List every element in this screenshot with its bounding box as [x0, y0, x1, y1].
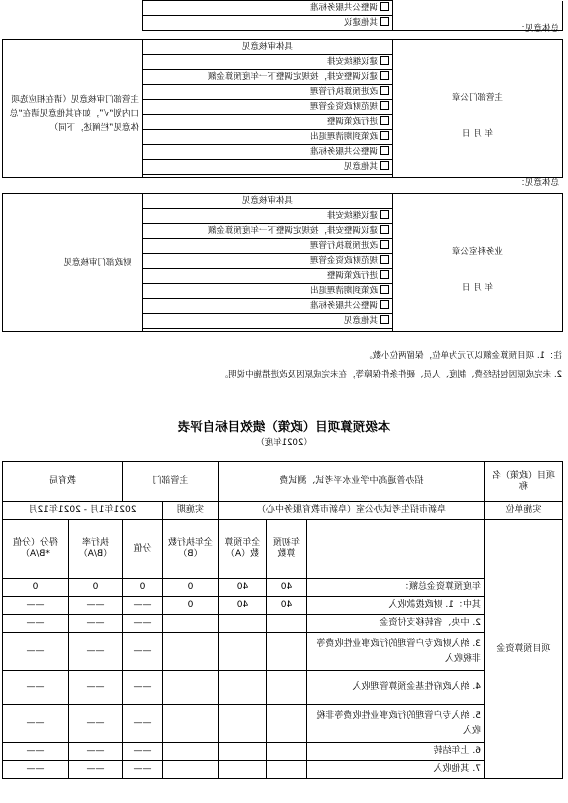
- cell-value: ——: [122, 761, 162, 779]
- cell-value: ——: [122, 615, 162, 633]
- checkbox-icon[interactable]: [380, 285, 389, 294]
- option-row[interactable]: 政策到期清理退出: [143, 130, 393, 145]
- cell-value: ——: [122, 671, 162, 705]
- cell-value: 40: [218, 597, 266, 615]
- cell-value: [162, 615, 218, 633]
- row-label: 其中：1. 财政拨款收入: [307, 597, 485, 615]
- dept-value: 教育局: [2, 462, 122, 502]
- checkbox-icon[interactable]: [380, 17, 389, 26]
- row-label: 年度预算资金总额：: [307, 579, 485, 597]
- option-row[interactable]: 调整公共服务标准: [143, 145, 393, 160]
- cell-value: [162, 743, 218, 761]
- checkbox-icon[interactable]: [380, 210, 389, 219]
- cell-value: [267, 615, 307, 633]
- cell-value: 40: [267, 597, 307, 615]
- checkbox-icon[interactable]: [380, 2, 389, 11]
- cell-value: [267, 633, 307, 671]
- cell-value: ——: [68, 615, 122, 633]
- finance-date: 年 月 日: [462, 282, 493, 293]
- option-row[interactable]: 其他建议: [143, 16, 393, 31]
- period-label: 实施期: [162, 502, 218, 520]
- overall-opinion-label: 总体意见：: [516, 177, 559, 188]
- cell-value: [162, 761, 218, 779]
- cell-value: [162, 671, 218, 705]
- checkbox-icon[interactable]: [380, 225, 389, 234]
- finance-seal-cell: [393, 177, 563, 332]
- checkbox-icon[interactable]: [380, 300, 389, 309]
- col-header: 执行率（B/A）: [68, 520, 122, 579]
- cell-value: ——: [122, 633, 162, 671]
- checkbox-icon[interactable]: [380, 255, 389, 264]
- option-row[interactable]: 政策到期清理退出: [143, 284, 393, 299]
- table-row: [2, 633, 562, 671]
- funds-label: 项目预算资金: [485, 520, 563, 779]
- cell-value: ——: [2, 615, 68, 633]
- col-header: 得分（分值*B/A）: [2, 520, 68, 579]
- option-row[interactable]: 调整公共服务标准: [143, 299, 393, 314]
- table-row: [2, 705, 562, 743]
- option-row[interactable]: 建议调整安排，按规定调整下一年度预算金额: [143, 70, 393, 85]
- cell-value: [267, 743, 307, 761]
- cell-value: ——: [122, 743, 162, 761]
- cell-value: 40: [218, 579, 266, 597]
- dept-date: 年 月 日: [462, 128, 493, 139]
- option-row[interactable]: 建议继续安排: [143, 209, 393, 224]
- row-label: 6. 上年结转: [307, 743, 485, 761]
- option-row[interactable]: 进行政策调整: [143, 269, 393, 284]
- period-value: 2021年1月 - 2021年12月: [2, 502, 162, 520]
- option-row[interactable]: 改进预算执行管理: [143, 239, 393, 254]
- project-name-value: 招办普通高中学业水平考试、测试费: [218, 462, 484, 502]
- checkbox-icon[interactable]: [380, 56, 389, 65]
- checkbox-icon[interactable]: [380, 240, 389, 249]
- cell-value: [162, 705, 218, 743]
- specific-opinion-header: 具体审核意见: [143, 40, 393, 55]
- option-row[interactable]: 其他意见: [143, 160, 393, 175]
- cell-value: 0: [162, 579, 218, 597]
- cell-value: 40: [267, 579, 307, 597]
- cell-value: 0: [68, 579, 122, 597]
- note-line-1: 注：1. 项目预算金额以万元为单位，保留两位小数。: [364, 351, 562, 361]
- cell-value: ——: [68, 743, 122, 761]
- form-subtitle: （2021年度）: [256, 438, 312, 448]
- col-header: 全年执行数（B）: [162, 520, 218, 579]
- self-evaluation-table: [2, 461, 563, 779]
- dept-label: 主管部门: [122, 462, 218, 502]
- cell-value: ——: [68, 761, 122, 779]
- cell-value: ——: [68, 597, 122, 615]
- checkbox-icon[interactable]: [380, 146, 389, 155]
- checkbox-icon[interactable]: [380, 131, 389, 140]
- cell-value: ——: [2, 761, 68, 779]
- cell-value: [218, 671, 266, 705]
- col-header: 年初预算数: [267, 520, 307, 579]
- table-row: [2, 761, 562, 779]
- checkbox-icon[interactable]: [380, 101, 389, 110]
- option-row[interactable]: 调整公共服务标准: [143, 1, 393, 16]
- checkbox-icon[interactable]: [380, 270, 389, 279]
- cell-value: [218, 633, 266, 671]
- cell-value: ——: [122, 705, 162, 743]
- impl-unit-value: 阜新市招生考试办公室（阜新市教育服务中心）: [218, 502, 484, 520]
- cell-value: 0: [162, 597, 218, 615]
- row-label: 2. 中央、省转移支付资金: [307, 615, 485, 633]
- finance-seal-label: 业务科室公章: [452, 246, 504, 257]
- cell-value: ——: [2, 597, 68, 615]
- cell-value: ——: [2, 633, 68, 671]
- cell-value: [218, 761, 266, 779]
- checkbox-icon[interactable]: [380, 86, 389, 95]
- checkbox-icon[interactable]: [380, 71, 389, 80]
- overall-opinion-label: 总体意见：: [516, 23, 559, 34]
- finance-review-table: [2, 177, 563, 332]
- col-header: 全年预算数（A）: [218, 520, 266, 579]
- project-name-label: 项目（政策）名称: [485, 462, 563, 502]
- table-row: [2, 579, 562, 597]
- cell-value: ——: [68, 671, 122, 705]
- option-row[interactable]: 改进预算执行管理: [143, 85, 393, 100]
- option-row[interactable]: 建议调整安排，按规定调整下一年度预算金额: [143, 224, 393, 239]
- table-row: [2, 615, 562, 633]
- cell-value: 0: [2, 579, 68, 597]
- cell-value: ——: [68, 633, 122, 671]
- cell-value: [267, 671, 307, 705]
- table-row: [2, 671, 562, 705]
- cell-value: ——: [122, 597, 162, 615]
- specific-opinion-header: 具体审核意见: [143, 194, 393, 209]
- cell-value: [218, 705, 266, 743]
- dept-seal-cell: [393, 23, 563, 178]
- option-row[interactable]: 进行政策调整: [143, 115, 393, 130]
- note-line-2: 2. 未完成原因包括经费、制度、人员、硬件条件保障等，在未完成原因及改进措施中说明。: [219, 370, 562, 380]
- table-row: [2, 743, 562, 761]
- dept-review-label: 主管部门审核意见（请在相应选项口内划“√”，如有其他意见请在“总体意见”栏阐述，下同）: [3, 40, 143, 178]
- option-row[interactable]: 规范财政资金管理: [143, 100, 393, 115]
- cell-value: 0: [122, 579, 162, 597]
- row-label: 4. 纳入政府性基金预算管理收入: [307, 671, 485, 705]
- impl-unit-label: 实施单位: [485, 502, 563, 520]
- row-label: 3. 纳入财政专户管理的行政事业性收费等非税收入: [307, 633, 485, 671]
- row-label: 7. 其他收入: [307, 761, 485, 779]
- cell-value: ——: [2, 743, 68, 761]
- checkbox-icon[interactable]: [380, 161, 389, 170]
- cell-value: ——: [2, 705, 68, 743]
- col-header: 分值: [122, 520, 162, 579]
- option-row[interactable]: 规范财政资金管理: [143, 254, 393, 269]
- cell-value: [218, 615, 266, 633]
- cell-value: ——: [68, 705, 122, 743]
- row-label: 5. 纳入专户管理的行政事业性收费等非税收入: [307, 705, 485, 743]
- table-row: [2, 597, 562, 615]
- option-row[interactable]: 建议继续安排: [143, 55, 393, 70]
- cell-value: ——: [2, 671, 68, 705]
- finance-review-label: 财政部门审核意见: [3, 194, 143, 332]
- header-spacer: [307, 520, 485, 579]
- checkbox-icon[interactable]: [380, 116, 389, 125]
- form-title: 本级预算项目（政策）绩效目标自评表: [177, 419, 391, 434]
- cell-value: [218, 743, 266, 761]
- cell-value: [267, 761, 307, 779]
- checkbox-icon[interactable]: [380, 315, 389, 324]
- dept-seal-label: 主管部门公章: [452, 92, 504, 103]
- cell-value: [162, 633, 218, 671]
- cell-value: [267, 705, 307, 743]
- option-row[interactable]: 其他意见: [143, 314, 393, 329]
